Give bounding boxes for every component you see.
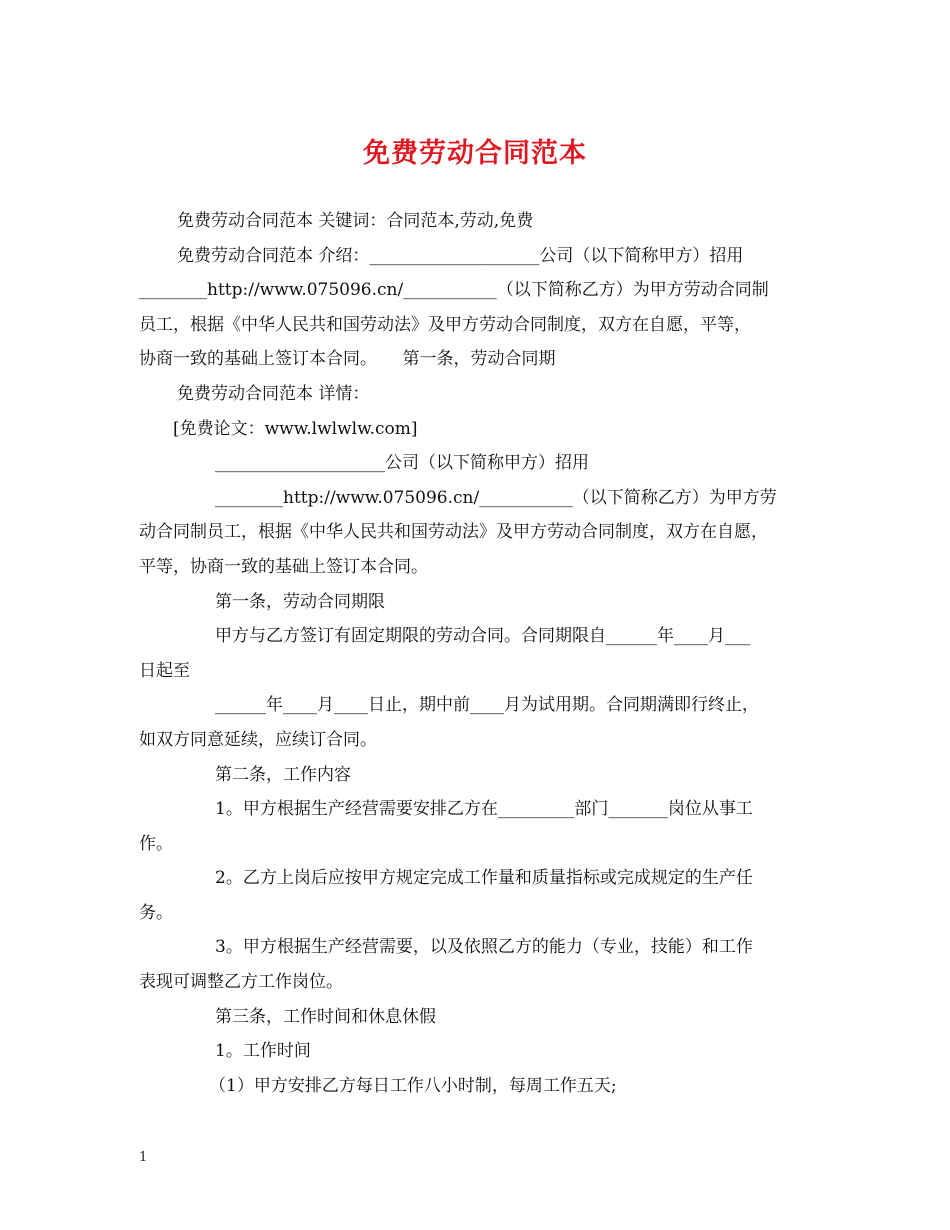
article-3-heading: 第三条，工作时间和休息休假 [215,1006,436,1027]
article-1-text-1: 甲方与乙方签订有固定期限的劳动合同。合同期限自______年____月___ [215,626,751,647]
intro-line-4: 协商一致的基础上签订本合同。 第一条，劳动合同期 [139,349,556,370]
document-body [139,204,821,1103]
article-2-item-1a: 1。甲方根据生产经营需要安排乙方在_________部门_______岗位从事工 [215,799,753,820]
article-2-item-2b: 务。 [139,902,173,923]
article-1-text-2: 日起至 [139,660,190,681]
article-2-item-3a: 3。甲方根据生产经营需要，以及依照乙方的能力（专业，技能）和工作 [215,937,753,958]
intro-line-1: 免费劳动合同范本 介绍：____________________公司（以下简称甲方）招用 [177,245,744,266]
party-b-line-3: 平等，协商一致的基础上签订本合同。 [139,556,428,577]
article-2-item-1b: 作。 [139,833,173,854]
article-1-text-3: ______年____月____日止，期中前____月为试用期。合同期满即行终止， [215,695,759,716]
article-1-text-4: 如双方同意延续，应续订合同。 [139,729,377,750]
source-note: [免费论文：www.lwlwlw.com] [173,418,418,439]
party-b-line-2: 动合同制员工，根据《中华人民共和国劳动法》及甲方劳动合同制度，双方在自愿， [139,522,768,543]
details-heading: 免费劳动合同范本 详情： [177,383,370,404]
intro-line-2: ________http://www.075096.cn/___________（以下简称乙方）为甲方劳动合同制 [139,280,769,301]
party-b-line-1: ________http://www.075096.cn/___________（以下简称乙方）为甲方劳 [215,487,777,508]
article-2-item-2a: 2。乙方上岗后应按甲方规定完成工作量和质量指标或完成规定的生产任 [215,868,753,889]
document-title: 免费劳动合同范本 [363,138,587,169]
page-number: 1 [139,1150,148,1165]
party-a-line: ____________________公司（以下简称甲方）招用 [215,453,589,474]
article-2-item-3b: 表现可调整乙方工作岗位。 [139,972,343,993]
article-3-item-1: 1。工作时间 [215,1041,311,1062]
article-1-heading: 第一条，劳动合同期限 [215,591,385,612]
intro-line-3: 员工，根据《中华人民共和国劳动法》及甲方劳动合同制度，双方在自愿，平等， [139,314,751,335]
article-2-heading: 第二条，工作内容 [215,764,351,785]
article-3-item-1-1: （1）甲方安排乙方每日工作八小时制，每周工作五天; [209,1075,617,1096]
keywords-line: 免费劳动合同范本 关键词：合同范本,劳动,免费 [177,211,534,231]
